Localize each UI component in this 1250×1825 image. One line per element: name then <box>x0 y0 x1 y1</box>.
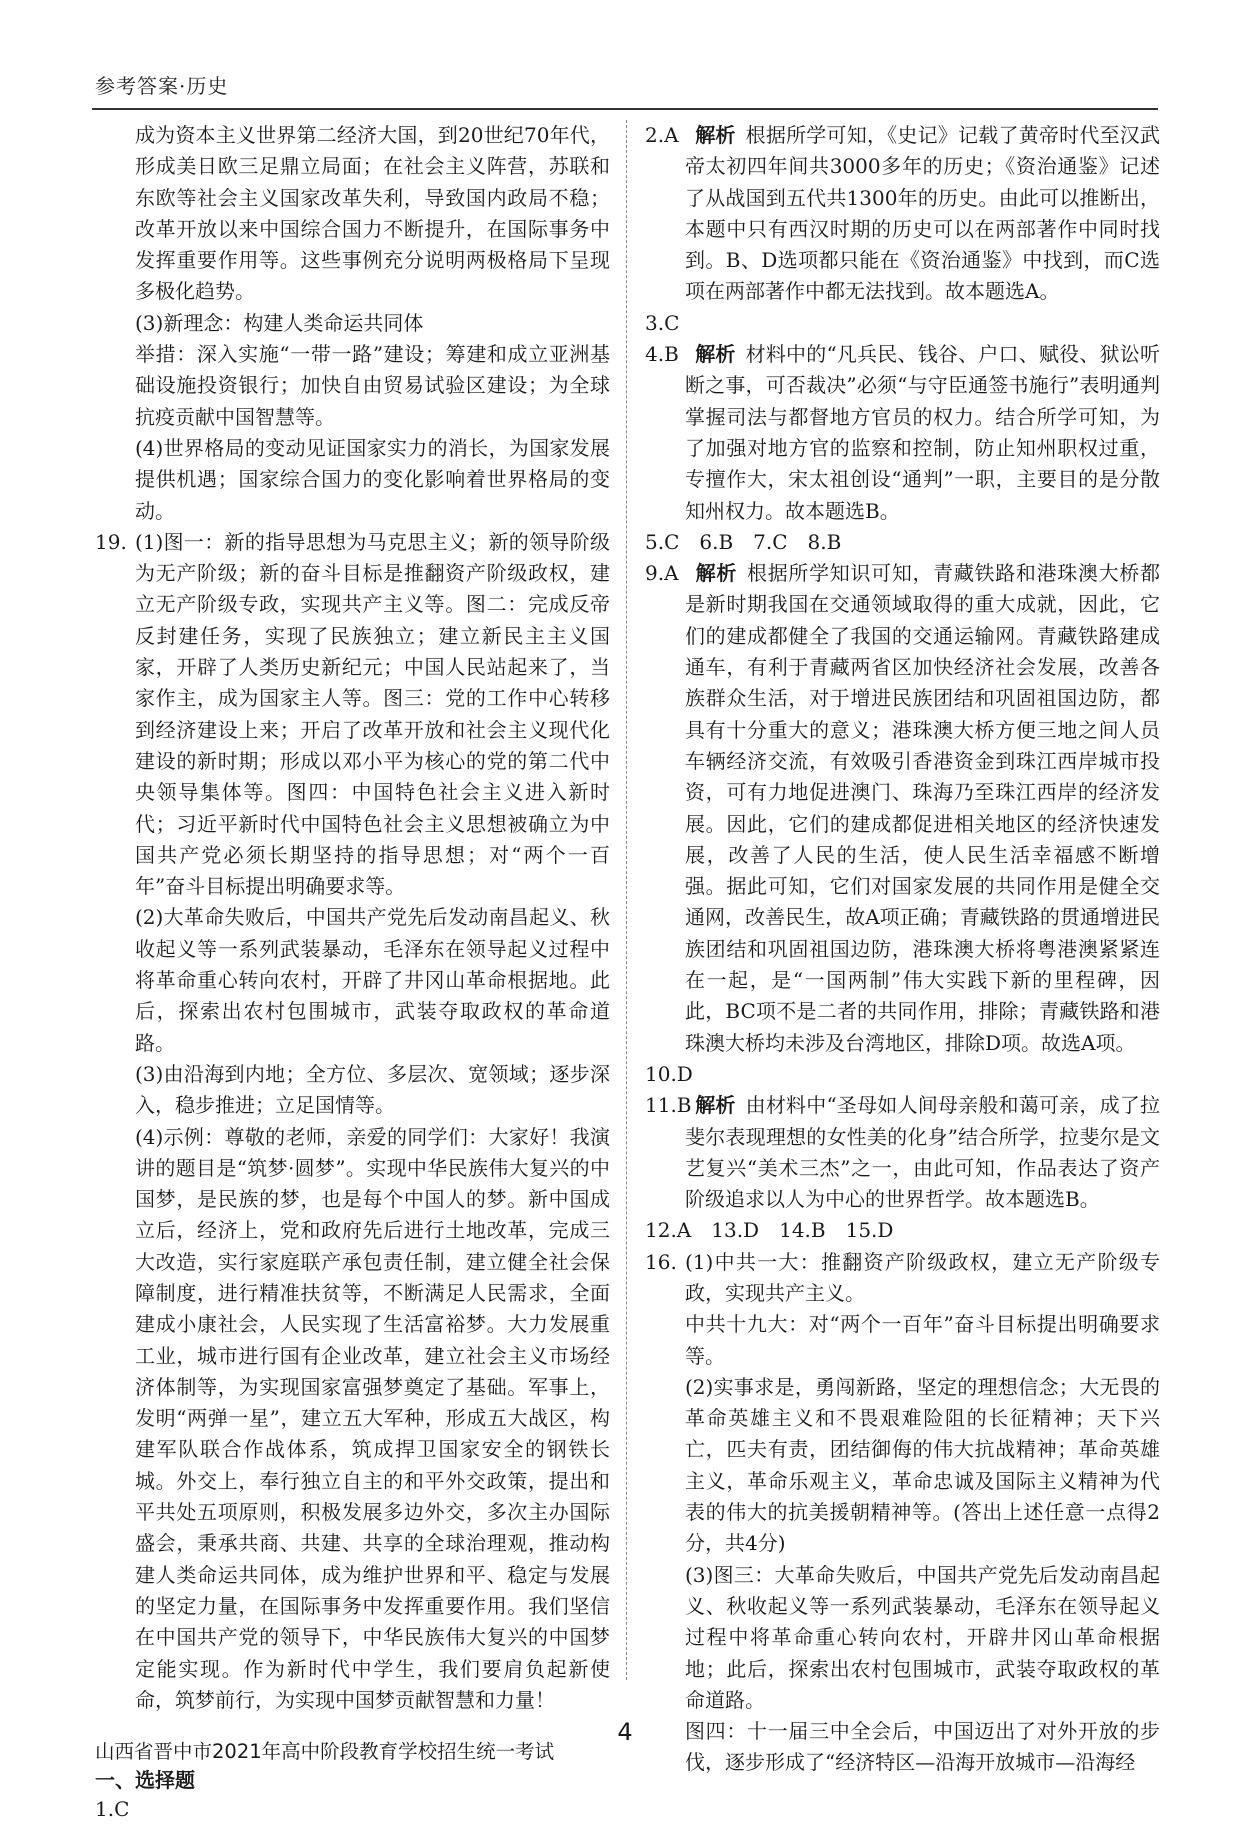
answer-line: 3.C <box>645 310 680 335</box>
answer-text: 由材料中“圣母如人间母亲般和蔼可亲，成了拉斐尔表现理想的女性美的化身”结合所学，拉斐尔是文艺复兴“美术三杰”之一，由此可知，作品表达了资产阶级追求以人为中心的世界哲学。故本题选B。 <box>685 1093 1160 1212</box>
analysis-tag: 解析 <box>695 123 736 147</box>
paragraph: (3)图三：大革命失败后，中国共产党先后发动南昌起义、秋收起义等一系列武装暴动，毛泽东在领导起义过程中将革命重心转向农村，开辟井冈山革命根据地；此后，探索出农村包围城市，武装夺取政权的革命道路。 <box>685 1562 1160 1712</box>
answer-text: (1)中共一大：推翻资产阶级政权，建立无产阶级专政，实现共产主义。 <box>685 1249 1160 1305</box>
answer-2 <box>645 120 1160 308</box>
answer-line: 1.C <box>95 1797 130 1822</box>
answer-text: (1)图一：新的指导思想为马克思主义；新的领导阶级为无产阶级；新的奋斗目标是推翻资产阶级政权，建立无产阶级专政，实现共产主义等。图二：完成反帝反封建任务，实现了民族独立；建立新民主主义国家，开辟了人类历史新纪元；中国人民站起来了，当家作主，成为国家主人等。图三：党的工作中心转移到经济建设上来；开启了改革开放和社会主义现代化建设的新时期；形成以邓小平为核心的党的第二代中央领导集体等。图四：中国特色社会主义进入新时代；习近平新时代中国特色社会主义思想被确立为中国共产党必须长期坚持的指导思想；对“两个一百年”奋斗目标提出明确要求等。 <box>135 529 610 899</box>
question-number: 9.A <box>645 561 679 586</box>
answer-16 <box>645 1247 1160 1310</box>
question-number: 2.A <box>645 123 679 147</box>
question-number: 19. <box>95 529 127 554</box>
question-number: 11.B <box>645 1093 692 1118</box>
paragraph: 举措：深入实施“一带一路”建设；筹建和成立亚洲基础设施投资银行；加快自由贸易试验区建设；为全球抗疫贡献中国智慧等。 <box>135 342 610 429</box>
paragraph: 成为资本主义世界第二经济大国，到20世纪70年代，形成美日欧三足鼎立局面；在社会主义阵营，苏联和东欧等社会主义国家改革失利，导致国内政局不稳；改革开放以来中国综合国力不断提升，在国际事务中发挥重要作用等。这些事例充分说明两极格局下呈现多极化趋势。 <box>135 123 610 304</box>
analysis-tag: 解析 <box>695 561 738 586</box>
paragraph: (4)示例：尊敬的老师，亲爱的同学们：大家好！我演讲的题目是“筑梦·圆梦”。实现中华民族伟大复兴的中国梦，是民族的梦，也是每个中国人的梦。新中国成立后，经济上，党和政府先后进行土地改革，完成三大改造，实行家庭联产承包责任制，建立健全社会保障制度，进行精准扶贫等，不断满足人民需求，全面建成小康社会，人民实现了生活富裕梦。大力发展重工业，城市进行国有企业改革，建立社会主义市场经济体制等，为实现国家富强梦奠定了基础。军事上，发明“两弹一星”，建立五大军种，形成五大战区，构建军队联合作战体系，筑成捍卫国家安全的钢铁长城。外交上，奉行独立自主的和平外交政策，提出和平共处五项原则，积极发展多边外交，多次主办国际盛会，秉承共商、共建、共享的全球治理观，推动构建人类命运共同体，成为维护世界和平、稳定与发展的坚定力量，在国际事务中发挥重要作用。我们坚信在中国共产党的领导下，中华民族伟大复兴的中国梦定能实现。作为新时代中学生，我们要肩负起新使命，筑梦前行，为实现中国梦贡献智慧和力量！ <box>135 1124 610 1712</box>
answer-11 <box>645 1090 1160 1215</box>
page-number: 4 <box>617 1718 633 1746</box>
right-column <box>645 120 1161 1775</box>
paragraph: 中共十九大：对“两个一百年”奋斗目标提出明确要求等。 <box>685 1312 1160 1368</box>
paragraph: (2)实事求是，勇闯新路，坚定的理想信念；大无畏的革命英雄主义和不畏艰难险阻的长征精神；天下兴亡，匹夫有责，团结御侮的伟大抗战精神；革命英雄主义，革命乐观主义，革命忠诚及国际主义精神为代表的伟大的抗美援朝精神等。(答出上述任意一点得2分，共4分) <box>685 1374 1160 1556</box>
answer-line: 10.D <box>645 1061 693 1086</box>
answer-text: 材料中的“凡兵民、钱谷、户口、赋役、狱讼听断之事，可否裁决”必须“与守臣通签书施行”表明通判掌握司法与都督地方官员的权力。结合所学可知，为了加强对地方官的监察和控制，防止知州职权过重，专擅作大，宋太祖创设“通判”一职，主要目的是分散知州权力。故本题选B。 <box>685 342 1160 523</box>
answer-9 <box>645 558 1160 1059</box>
answer-line: 5.C 6.B 7.C 8.B <box>645 529 842 554</box>
running-header: 参考答案·历史 <box>95 74 229 98</box>
left-column <box>95 120 610 1822</box>
answer-4 <box>645 339 1160 527</box>
paragraph: (2)大革命失败后，中国共产党先后发动南昌起义、秋收起义等一系列武装暴动，毛泽东在领导起义过程中将革命重心转向农村，开辟了井冈山革命根据地。此后，探索出农村包围城市，武装夺取政权的革命道路。 <box>135 905 610 1055</box>
question-19 <box>95 527 610 903</box>
question-number: 16. <box>645 1249 677 1274</box>
answer-text: 根据所学知识可知，青藏铁路和港珠澳大桥都是新时期我国在交通领域取得的重大成就，因此，它们的建成都健全了我国的交通运输网。青藏铁路建成通车，有利于青藏两省区加快经济社会发展，改善各族群众生活，对于增进民族团结和巩固祖国边防，都具有十分重大的意义；港珠澳大桥方便三地之间人员车辆经济交流，有效吸引香港资金到珠江西岸城市投资，可有力地促进澳门、珠海乃至珠江西岸的经济发展。因此，它们的建成都促进相关地区的经济快速发展，改善了人民的生活，使人民生活幸福感不断增强。据此可知，它们对国家发展的共同作用是健全交通网，改善民生，故A项正确；青藏铁路的贯通增进民族团结和巩固祖国边防，港珠澳大桥将粤港澳紧紧连在一起，是“一国两制”伟大实践下新的里程碑，因此，BC项不是二者的共同作用，排除；青藏铁路和港珠澳大桥均未涉及台湾地区，排除D项。故选A项。 <box>685 561 1161 1055</box>
header-rule <box>92 108 1158 110</box>
paragraph: (3)由沿海到内地；全方位、多层次、宽领域；逐步深入，稳步推进；立足国情等。 <box>135 1061 610 1118</box>
exam-title: 山西省晋中市2021年高中阶段教育学校招生统一考试 <box>95 1740 555 1764</box>
answer-text: 根据所学可知，《史记》记载了黄帝时代至汉武帝太初四年间共3000多年的历史；《资治通鉴》记述了从战国到五代共1300年的历史。由此可以推断出，本题中只有西汉时期的历史可以在两部著作中同时找到。B、D选项都只能在《资治通鉴》中找到，而C选项在两部著作中都无法找到。故本题选A。 <box>685 123 1161 304</box>
paragraph: (3)新理念：构建人类命运共同体 <box>135 310 424 335</box>
answer-line: 12.A 13.D 14.B 15.D <box>645 1218 894 1243</box>
analysis-tag: 解析 <box>695 342 736 367</box>
question-number: 4.B <box>645 342 679 367</box>
paragraph: 图四：十一届三中全会后，中国迈出了对外开放的步伐，逐步形成了“经济特区—沿海开放城市—沿海经 <box>685 1719 1160 1775</box>
analysis-tag: 解析 <box>695 1093 736 1118</box>
paragraph: (4)世界格局的变动见证国家实力的消长，为国家发展提供机遇；国家综合国力的变化影响着世界格局的变动。 <box>135 435 610 523</box>
section-heading: 一、选择题 <box>95 1768 195 1793</box>
column-divider <box>626 120 627 1680</box>
